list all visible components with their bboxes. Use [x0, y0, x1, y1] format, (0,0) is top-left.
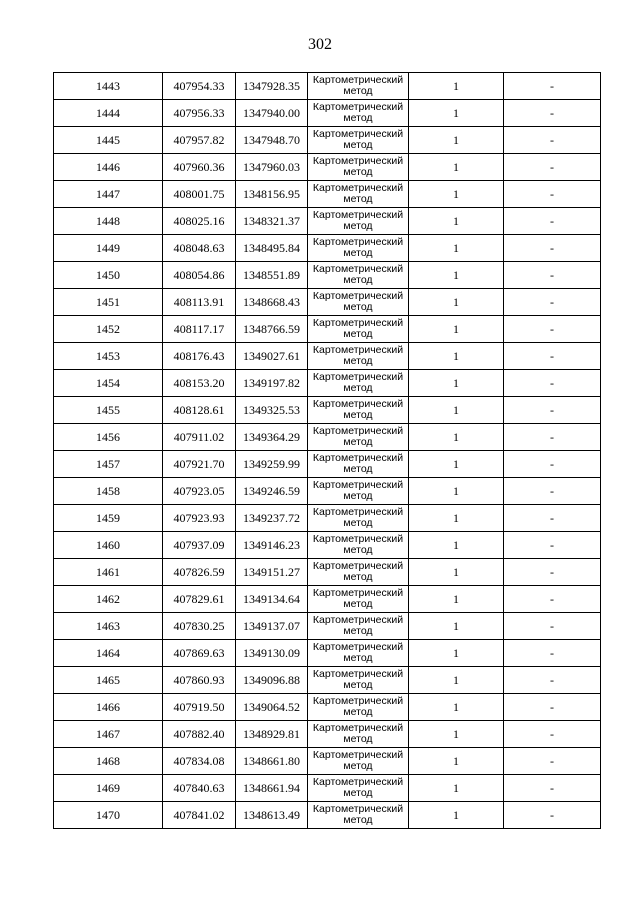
- point-number-cell: 1447: [54, 181, 163, 208]
- x-coordinate-cell: 407829.61: [163, 586, 236, 613]
- table-row: [54, 613, 601, 640]
- x-coordinate-cell: 407954.33: [163, 73, 236, 100]
- point-number-cell: 1452: [54, 316, 163, 343]
- table-row: [54, 694, 601, 721]
- accuracy-cell: 1: [409, 721, 504, 748]
- x-coordinate-cell: 407956.33: [163, 100, 236, 127]
- accuracy-cell: 1: [409, 802, 504, 829]
- point-number-cell: 1463: [54, 613, 163, 640]
- note-cell: -: [504, 289, 601, 316]
- method-cell: Картометрический метод: [308, 532, 409, 559]
- y-coordinate-cell: 1349146.23: [236, 532, 308, 559]
- y-coordinate-cell: 1349151.27: [236, 559, 308, 586]
- method-cell: Картометрический метод: [308, 640, 409, 667]
- x-coordinate-cell: 408048.63: [163, 235, 236, 262]
- method-cell: Картометрический метод: [308, 100, 409, 127]
- method-cell: Картометрический метод: [308, 289, 409, 316]
- point-number-cell: 1443: [54, 73, 163, 100]
- y-coordinate-cell: 1348613.49: [236, 802, 308, 829]
- accuracy-cell: 1: [409, 343, 504, 370]
- table-row: [54, 775, 601, 802]
- note-cell: -: [504, 640, 601, 667]
- accuracy-cell: 1: [409, 532, 504, 559]
- point-number-cell: 1467: [54, 721, 163, 748]
- method-cell: Картометрический метод: [308, 262, 409, 289]
- point-number-cell: 1456: [54, 424, 163, 451]
- table-row: [54, 586, 601, 613]
- point-number-cell: 1453: [54, 343, 163, 370]
- table-row: [54, 370, 601, 397]
- table-row: [54, 100, 601, 127]
- point-number-cell: 1458: [54, 478, 163, 505]
- x-coordinate-cell: 407923.93: [163, 505, 236, 532]
- y-coordinate-cell: 1349237.72: [236, 505, 308, 532]
- accuracy-cell: 1: [409, 181, 504, 208]
- point-number-cell: 1465: [54, 667, 163, 694]
- note-cell: -: [504, 505, 601, 532]
- method-cell: Картометрический метод: [308, 478, 409, 505]
- table-row: [54, 262, 601, 289]
- point-number-cell: 1451: [54, 289, 163, 316]
- x-coordinate-cell: 407860.93: [163, 667, 236, 694]
- y-coordinate-cell: 1349325.53: [236, 397, 308, 424]
- accuracy-cell: 1: [409, 316, 504, 343]
- accuracy-cell: 1: [409, 262, 504, 289]
- point-number-cell: 1444: [54, 100, 163, 127]
- method-cell: Картометрический метод: [308, 127, 409, 154]
- point-number-cell: 1460: [54, 532, 163, 559]
- y-coordinate-cell: 1347940.00: [236, 100, 308, 127]
- note-cell: -: [504, 478, 601, 505]
- accuracy-cell: 1: [409, 208, 504, 235]
- accuracy-cell: 1: [409, 559, 504, 586]
- note-cell: -: [504, 397, 601, 424]
- method-cell: Картометрический метод: [308, 802, 409, 829]
- method-cell: Картометрический метод: [308, 613, 409, 640]
- x-coordinate-cell: 407841.02: [163, 802, 236, 829]
- note-cell: -: [504, 100, 601, 127]
- method-cell: Картометрический метод: [308, 370, 409, 397]
- accuracy-cell: 1: [409, 694, 504, 721]
- accuracy-cell: 1: [409, 397, 504, 424]
- note-cell: -: [504, 235, 601, 262]
- y-coordinate-cell: 1349259.99: [236, 451, 308, 478]
- accuracy-cell: 1: [409, 289, 504, 316]
- x-coordinate-cell: 407957.82: [163, 127, 236, 154]
- x-coordinate-cell: 407830.25: [163, 613, 236, 640]
- x-coordinate-cell: 408113.91: [163, 289, 236, 316]
- x-coordinate-cell: 408025.16: [163, 208, 236, 235]
- table-row: [54, 235, 601, 262]
- method-cell: Картометрический метод: [308, 694, 409, 721]
- page-number: 302: [308, 36, 332, 53]
- y-coordinate-cell: 1349197.82: [236, 370, 308, 397]
- x-coordinate-cell: 408117.17: [163, 316, 236, 343]
- method-cell: Картометрический метод: [308, 343, 409, 370]
- x-coordinate-cell: 407840.63: [163, 775, 236, 802]
- y-coordinate-cell: 1348495.84: [236, 235, 308, 262]
- table-row: [54, 478, 601, 505]
- x-coordinate-cell: 407919.50: [163, 694, 236, 721]
- coordinates-table: [53, 72, 601, 829]
- y-coordinate-cell: 1349246.59: [236, 478, 308, 505]
- y-coordinate-cell: 1348661.94: [236, 775, 308, 802]
- note-cell: -: [504, 370, 601, 397]
- accuracy-cell: 1: [409, 127, 504, 154]
- x-coordinate-cell: 408128.61: [163, 397, 236, 424]
- table-row: [54, 748, 601, 775]
- point-number-cell: 1469: [54, 775, 163, 802]
- accuracy-cell: 1: [409, 478, 504, 505]
- note-cell: -: [504, 802, 601, 829]
- table-row: [54, 640, 601, 667]
- x-coordinate-cell: 407834.08: [163, 748, 236, 775]
- method-cell: Картометрический метод: [308, 505, 409, 532]
- method-cell: Картометрический метод: [308, 775, 409, 802]
- accuracy-cell: 1: [409, 100, 504, 127]
- y-coordinate-cell: 1348661.80: [236, 748, 308, 775]
- note-cell: -: [504, 262, 601, 289]
- note-cell: -: [504, 721, 601, 748]
- table-row: [54, 73, 601, 100]
- point-number-cell: 1466: [54, 694, 163, 721]
- note-cell: -: [504, 559, 601, 586]
- note-cell: -: [504, 775, 601, 802]
- table-row: [54, 505, 601, 532]
- point-number-cell: 1454: [54, 370, 163, 397]
- x-coordinate-cell: 407960.36: [163, 154, 236, 181]
- y-coordinate-cell: 1348156.95: [236, 181, 308, 208]
- x-coordinate-cell: 407882.40: [163, 721, 236, 748]
- x-coordinate-cell: 408176.43: [163, 343, 236, 370]
- note-cell: -: [504, 694, 601, 721]
- note-cell: -: [504, 208, 601, 235]
- method-cell: Картометрический метод: [308, 208, 409, 235]
- note-cell: -: [504, 316, 601, 343]
- method-cell: Картометрический метод: [308, 559, 409, 586]
- note-cell: -: [504, 586, 601, 613]
- point-number-cell: 1449: [54, 235, 163, 262]
- point-number-cell: 1457: [54, 451, 163, 478]
- point-number-cell: 1445: [54, 127, 163, 154]
- method-cell: Картометрический метод: [308, 397, 409, 424]
- y-coordinate-cell: 1348321.37: [236, 208, 308, 235]
- y-coordinate-cell: 1349134.64: [236, 586, 308, 613]
- note-cell: -: [504, 154, 601, 181]
- table-row: [54, 397, 601, 424]
- method-cell: Картометрический метод: [308, 667, 409, 694]
- table-row: [54, 127, 601, 154]
- accuracy-cell: 1: [409, 586, 504, 613]
- note-cell: -: [504, 667, 601, 694]
- x-coordinate-cell: 407937.09: [163, 532, 236, 559]
- method-cell: Картометрический метод: [308, 316, 409, 343]
- table-row: [54, 559, 601, 586]
- y-coordinate-cell: 1349096.88: [236, 667, 308, 694]
- table-row: [54, 532, 601, 559]
- table-row: [54, 667, 601, 694]
- y-coordinate-cell: 1349027.61: [236, 343, 308, 370]
- accuracy-cell: 1: [409, 235, 504, 262]
- table-row: [54, 343, 601, 370]
- accuracy-cell: 1: [409, 667, 504, 694]
- accuracy-cell: 1: [409, 370, 504, 397]
- point-number-cell: 1461: [54, 559, 163, 586]
- y-coordinate-cell: 1347960.03: [236, 154, 308, 181]
- table-row: [54, 181, 601, 208]
- table-row: [54, 289, 601, 316]
- y-coordinate-cell: 1348929.81: [236, 721, 308, 748]
- method-cell: Картометрический метод: [308, 748, 409, 775]
- x-coordinate-cell: 407923.05: [163, 478, 236, 505]
- note-cell: -: [504, 613, 601, 640]
- point-number-cell: 1464: [54, 640, 163, 667]
- method-cell: Картометрический метод: [308, 73, 409, 100]
- table-row: [54, 316, 601, 343]
- table-row: [54, 154, 601, 181]
- note-cell: -: [504, 127, 601, 154]
- method-cell: Картометрический метод: [308, 181, 409, 208]
- accuracy-cell: 1: [409, 775, 504, 802]
- point-number-cell: 1459: [54, 505, 163, 532]
- point-number-cell: 1468: [54, 748, 163, 775]
- y-coordinate-cell: 1348766.59: [236, 316, 308, 343]
- x-coordinate-cell: 407921.70: [163, 451, 236, 478]
- x-coordinate-cell: 408001.75: [163, 181, 236, 208]
- y-coordinate-cell: 1349137.07: [236, 613, 308, 640]
- y-coordinate-cell: 1349364.29: [236, 424, 308, 451]
- accuracy-cell: 1: [409, 748, 504, 775]
- x-coordinate-cell: 407911.02: [163, 424, 236, 451]
- accuracy-cell: 1: [409, 640, 504, 667]
- accuracy-cell: 1: [409, 451, 504, 478]
- coordinates-table-body: [54, 73, 601, 829]
- note-cell: -: [504, 451, 601, 478]
- note-cell: -: [504, 748, 601, 775]
- y-coordinate-cell: 1347928.35: [236, 73, 308, 100]
- table-row: [54, 721, 601, 748]
- accuracy-cell: 1: [409, 154, 504, 181]
- x-coordinate-cell: 407869.63: [163, 640, 236, 667]
- method-cell: Картометрический метод: [308, 154, 409, 181]
- method-cell: Картометрический метод: [308, 424, 409, 451]
- note-cell: -: [504, 424, 601, 451]
- table-row: [54, 208, 601, 235]
- y-coordinate-cell: 1349064.52: [236, 694, 308, 721]
- x-coordinate-cell: 408054.86: [163, 262, 236, 289]
- accuracy-cell: 1: [409, 505, 504, 532]
- point-number-cell: 1446: [54, 154, 163, 181]
- point-number-cell: 1462: [54, 586, 163, 613]
- method-cell: Картометрический метод: [308, 586, 409, 613]
- y-coordinate-cell: 1348551.89: [236, 262, 308, 289]
- table-row: [54, 451, 601, 478]
- method-cell: Картометрический метод: [308, 235, 409, 262]
- x-coordinate-cell: 407826.59: [163, 559, 236, 586]
- method-cell: Картометрический метод: [308, 451, 409, 478]
- note-cell: -: [504, 343, 601, 370]
- table-row: [54, 802, 601, 829]
- point-number-cell: 1470: [54, 802, 163, 829]
- y-coordinate-cell: 1347948.70: [236, 127, 308, 154]
- method-cell: Картометрический метод: [308, 721, 409, 748]
- note-cell: -: [504, 73, 601, 100]
- y-coordinate-cell: 1349130.09: [236, 640, 308, 667]
- accuracy-cell: 1: [409, 613, 504, 640]
- point-number-cell: 1448: [54, 208, 163, 235]
- note-cell: -: [504, 532, 601, 559]
- table-row: [54, 424, 601, 451]
- point-number-cell: 1450: [54, 262, 163, 289]
- accuracy-cell: 1: [409, 424, 504, 451]
- x-coordinate-cell: 408153.20: [163, 370, 236, 397]
- note-cell: -: [504, 181, 601, 208]
- point-number-cell: 1455: [54, 397, 163, 424]
- y-coordinate-cell: 1348668.43: [236, 289, 308, 316]
- accuracy-cell: 1: [409, 73, 504, 100]
